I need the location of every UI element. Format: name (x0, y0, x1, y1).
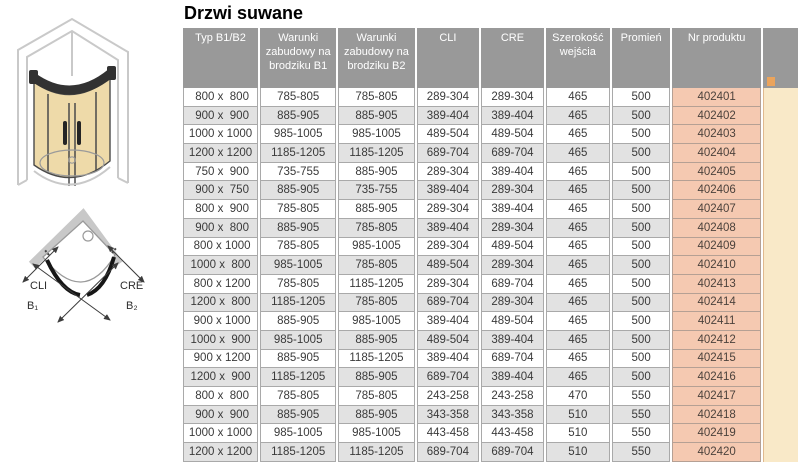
cell-warunki-b1: 735-755 (260, 163, 336, 182)
cell-szerokosc: 465 (546, 312, 610, 331)
table-row (183, 88, 798, 107)
cell-nr-produktu: 402415 (672, 350, 761, 369)
cell-typ: 900 x 900 (183, 107, 258, 126)
cell-nr-produktu: 402401 (672, 88, 761, 107)
cell-nr-produktu: 402404 (672, 144, 761, 163)
cell-warunki-b1: 985-1005 (260, 256, 336, 275)
cell-szerokosc: 465 (546, 144, 610, 163)
cell-warunki-b2: 985-1005 (338, 312, 414, 331)
cell-warunki-b2: 985-1005 (338, 125, 414, 144)
cell-promien: 500 (612, 294, 670, 313)
cell-szerokosc: 465 (546, 331, 610, 350)
cell-warunki-b1: 985-1005 (260, 125, 336, 144)
cell-side-strip (763, 424, 798, 443)
cell-nr-produktu: 402416 (672, 368, 761, 387)
cell-warunki-b2: 785-805 (338, 88, 414, 107)
cell-nr-produktu: 402408 (672, 219, 761, 238)
cell-nr-produktu: 402402 (672, 107, 761, 126)
cell-szerokosc: 465 (546, 368, 610, 387)
cell-side-strip (763, 163, 798, 182)
cell-side-strip (763, 387, 798, 406)
table-row (183, 163, 798, 182)
cell-nr-produktu: 402410 (672, 256, 761, 275)
cell-side-strip (763, 144, 798, 163)
cell-side-strip (763, 443, 798, 462)
cell-cre: 289-304 (481, 256, 544, 275)
cell-typ: 1000 x 900 (183, 331, 258, 350)
cell-warunki-b2: 785-805 (338, 294, 414, 313)
cell-warunki-b1: 985-1005 (260, 331, 336, 350)
cell-promien: 500 (612, 200, 670, 219)
cell-warunki-b1: 885-905 (260, 107, 336, 126)
cell-cre: 689-704 (481, 443, 544, 462)
cell-nr-produktu: 402414 (672, 294, 761, 313)
cell-szerokosc: 465 (546, 294, 610, 313)
cell-promien: 500 (612, 238, 670, 257)
cell-nr-produktu: 402409 (672, 238, 761, 257)
cell-promien: 500 (612, 125, 670, 144)
cell-promien: 500 (612, 350, 670, 369)
cell-warunki-b2: 1185-1205 (338, 350, 414, 369)
cell-cre: 389-404 (481, 163, 544, 182)
table-row (183, 387, 798, 406)
cell-cre: 389-404 (481, 368, 544, 387)
table-row (183, 350, 798, 369)
cell-warunki-b1: 885-905 (260, 312, 336, 331)
cell-warunki-b1: 985-1005 (260, 424, 336, 443)
cell-cli: 389-404 (417, 107, 480, 126)
cell-cli: 689-704 (417, 443, 480, 462)
cell-nr-produktu: 402403 (672, 125, 761, 144)
cell-nr-produktu: 402405 (672, 163, 761, 182)
table-row (183, 238, 798, 257)
cell-side-strip (763, 275, 798, 294)
cell-cli: 289-304 (417, 163, 480, 182)
cell-promien: 500 (612, 219, 670, 238)
cell-side-strip (763, 200, 798, 219)
col-header-warunki-b2: Warunki zabudowy na brodziku B2 (338, 28, 414, 88)
table-row (183, 219, 798, 238)
cell-cli: 389-404 (417, 312, 480, 331)
cell-cli: 689-704 (417, 368, 480, 387)
cell-side-strip (763, 406, 798, 425)
cell-szerokosc: 465 (546, 256, 610, 275)
cell-warunki-b1: 885-905 (260, 219, 336, 238)
cell-side-strip (763, 368, 798, 387)
product-table (181, 28, 800, 462)
cell-warunki-b2: 885-905 (338, 331, 414, 350)
cell-cre: 443-458 (481, 424, 544, 443)
cell-cre: 289-304 (481, 294, 544, 313)
table-row (183, 181, 798, 200)
cell-side-strip (763, 256, 798, 275)
cell-warunki-b2: 985-1005 (338, 238, 414, 257)
cell-cli: 689-704 (417, 294, 480, 313)
cell-promien: 550 (612, 443, 670, 462)
cell-side-strip (763, 331, 798, 350)
cell-cre: 689-704 (481, 144, 544, 163)
cell-szerokosc: 510 (546, 443, 610, 462)
cell-promien: 500 (612, 275, 670, 294)
table-row (183, 406, 798, 425)
cell-typ: 900 x 1000 (183, 312, 258, 331)
cell-warunki-b1: 885-905 (260, 406, 336, 425)
cell-cli: 489-504 (417, 331, 480, 350)
cell-promien: 500 (612, 163, 670, 182)
cell-szerokosc: 465 (546, 350, 610, 369)
cell-warunki-b1: 785-805 (260, 200, 336, 219)
cell-cli: 243-258 (417, 387, 480, 406)
cell-nr-produktu: 402412 (672, 331, 761, 350)
cell-promien: 550 (612, 387, 670, 406)
table-row (183, 200, 798, 219)
col-header-typ: Typ B1/B2 (183, 28, 258, 88)
table-row (183, 368, 798, 387)
cell-warunki-b2: 885-905 (338, 163, 414, 182)
cell-promien: 500 (612, 331, 670, 350)
table-row (183, 144, 798, 163)
cell-promien: 500 (612, 107, 670, 126)
shower-isometric-drawing (8, 14, 140, 210)
header-row (183, 28, 798, 88)
cell-side-strip (763, 107, 798, 126)
cell-typ: 1000 x 800 (183, 256, 258, 275)
cell-warunki-b2: 785-805 (338, 387, 414, 406)
cell-warunki-b2: 1185-1205 (338, 275, 414, 294)
cell-cre: 689-704 (481, 350, 544, 369)
cell-warunki-b1: 1185-1205 (260, 443, 336, 462)
cell-nr-produktu: 402411 (672, 312, 761, 331)
cell-side-strip (763, 312, 798, 331)
cell-typ: 800 x 800 (183, 387, 258, 406)
cell-warunki-b2: 885-905 (338, 107, 414, 126)
cell-warunki-b2: 1185-1205 (338, 144, 414, 163)
col-header-szerokosc: Szerokość wejścia (546, 28, 610, 88)
cell-cre: 489-504 (481, 238, 544, 257)
cell-promien: 500 (612, 312, 670, 331)
cell-szerokosc: 465 (546, 181, 610, 200)
shower-plan-drawing (12, 208, 162, 333)
door-handle-right (77, 121, 81, 145)
cell-typ: 800 x 900 (183, 200, 258, 219)
cell-side-strip (763, 294, 798, 313)
cell-typ: 750 x 900 (183, 163, 258, 182)
cell-cre: 343-358 (481, 406, 544, 425)
cell-cre: 689-704 (481, 275, 544, 294)
cell-szerokosc: 470 (546, 387, 610, 406)
cell-promien: 500 (612, 144, 670, 163)
cell-promien: 500 (612, 181, 670, 200)
roller-bracket-left (53, 86, 58, 92)
cell-szerokosc: 465 (546, 125, 610, 144)
cell-typ: 900 x 800 (183, 219, 258, 238)
cell-cli: 443-458 (417, 424, 480, 443)
cell-warunki-b2: 1185-1205 (338, 443, 414, 462)
cell-szerokosc: 465 (546, 163, 610, 182)
cell-nr-produktu: 402407 (672, 200, 761, 219)
cell-cli: 489-504 (417, 256, 480, 275)
cell-warunki-b1: 1185-1205 (260, 368, 336, 387)
cell-side-strip (763, 350, 798, 369)
cell-warunki-b1: 1185-1205 (260, 294, 336, 313)
cell-cli: 389-404 (417, 181, 480, 200)
cell-nr-produktu: 402418 (672, 406, 761, 425)
cell-szerokosc: 465 (546, 275, 610, 294)
table-row (183, 275, 798, 294)
cell-promien: 500 (612, 368, 670, 387)
page-title: Drzwi suwane (184, 3, 304, 23)
cell-cre: 243-258 (481, 387, 544, 406)
cell-typ: 1200 x 800 (183, 294, 258, 313)
cell-warunki-b2: 885-905 (338, 200, 414, 219)
table-row (183, 256, 798, 275)
cell-nr-produktu: 402413 (672, 275, 761, 294)
cell-side-strip (763, 125, 798, 144)
cell-nr-produktu: 402406 (672, 181, 761, 200)
table-row (183, 294, 798, 313)
cell-cli: 289-304 (417, 88, 480, 107)
cell-warunki-b2: 985-1005 (338, 424, 414, 443)
col-header-cli: CLI (417, 28, 480, 88)
cropped-image-fragment (767, 77, 775, 86)
cell-typ: 800 x 1200 (183, 275, 258, 294)
cell-promien: 500 (612, 256, 670, 275)
rail-end-cap-left (29, 70, 38, 84)
plan-drain-icon (83, 231, 93, 241)
table-body (183, 88, 798, 462)
cell-typ: 900 x 900 (183, 406, 258, 425)
dimension-label-b1: B₁ (27, 300, 39, 312)
cell-cre: 489-504 (481, 125, 544, 144)
cell-cre: 389-404 (481, 200, 544, 219)
cell-cli: 389-404 (417, 219, 480, 238)
cell-warunki-b2: 885-905 (338, 406, 414, 425)
col-header-nr-produktu: Nr produktu (672, 28, 761, 88)
table-row (183, 125, 798, 144)
cell-szerokosc: 465 (546, 200, 610, 219)
cell-side-strip (763, 238, 798, 257)
table-row (183, 443, 798, 462)
cell-warunki-b1: 785-805 (260, 238, 336, 257)
cell-cre: 389-404 (481, 107, 544, 126)
cell-szerokosc: 465 (546, 88, 610, 107)
cell-cre: 289-304 (481, 219, 544, 238)
cell-side-strip (763, 88, 798, 107)
rail-end-cap-right (107, 66, 116, 80)
cell-cli: 289-304 (417, 200, 480, 219)
table-row (183, 424, 798, 443)
cell-szerokosc: 465 (546, 219, 610, 238)
product-table-container (181, 28, 800, 464)
door-handle-left (63, 121, 67, 145)
cell-warunki-b1: 1185-1205 (260, 144, 336, 163)
col-header-promien: Promień (612, 28, 670, 88)
cell-cli: 343-358 (417, 406, 480, 425)
cell-typ: 1200 x 1200 (183, 144, 258, 163)
cell-cre: 289-304 (481, 181, 544, 200)
table-row (183, 312, 798, 331)
cell-typ: 1200 x 900 (183, 368, 258, 387)
cell-typ: 900 x 1200 (183, 350, 258, 369)
cell-cre: 289-304 (481, 88, 544, 107)
cell-typ: 1200 x 1200 (183, 443, 258, 462)
cell-szerokosc: 465 (546, 238, 610, 257)
cell-typ: 900 x 750 (183, 181, 258, 200)
cell-szerokosc: 465 (546, 107, 610, 126)
cell-promien: 550 (612, 424, 670, 443)
col-header-extra (763, 28, 798, 88)
cell-typ: 1000 x 1000 (183, 424, 258, 443)
cell-side-strip (763, 219, 798, 238)
cell-warunki-b1: 885-905 (260, 350, 336, 369)
cell-warunki-b1: 785-805 (260, 275, 336, 294)
table-row (183, 107, 798, 126)
cell-promien: 550 (612, 406, 670, 425)
cell-szerokosc: 510 (546, 406, 610, 425)
dimension-label-cli: CLI (30, 280, 48, 292)
cell-cre: 389-404 (481, 331, 544, 350)
col-header-warunki-b1: Warunki zabudowy na brodziku B1 (260, 28, 336, 88)
dimension-label-b2: B₂ (126, 300, 138, 312)
cell-side-strip (763, 181, 798, 200)
cell-szerokosc: 510 (546, 424, 610, 443)
col-header-cre: CRE (481, 28, 544, 88)
cell-promien: 500 (612, 88, 670, 107)
roller-bracket-right (89, 83, 94, 89)
cell-warunki-b2: 785-805 (338, 219, 414, 238)
cell-cli: 689-704 (417, 144, 480, 163)
cell-cre: 489-504 (481, 312, 544, 331)
dimension-label-cre: CRE (120, 280, 144, 292)
cell-nr-produktu: 402420 (672, 443, 761, 462)
cell-warunki-b1: 885-905 (260, 181, 336, 200)
cell-warunki-b1: 785-805 (260, 88, 336, 107)
cell-warunki-b2: 885-905 (338, 368, 414, 387)
cell-cli: 489-504 (417, 125, 480, 144)
cell-cli: 289-304 (417, 238, 480, 257)
cell-nr-produktu: 402419 (672, 424, 761, 443)
cell-typ: 800 x 1000 (183, 238, 258, 257)
cell-cli: 289-304 (417, 275, 480, 294)
cell-cli: 389-404 (417, 350, 480, 369)
cell-typ: 1000 x 1000 (183, 125, 258, 144)
cell-warunki-b1: 785-805 (260, 387, 336, 406)
cell-nr-produktu: 402417 (672, 387, 761, 406)
cell-warunki-b2: 735-755 (338, 181, 414, 200)
cell-warunki-b2: 785-805 (338, 256, 414, 275)
cell-typ: 800 x 800 (183, 88, 258, 107)
table-row (183, 331, 798, 350)
